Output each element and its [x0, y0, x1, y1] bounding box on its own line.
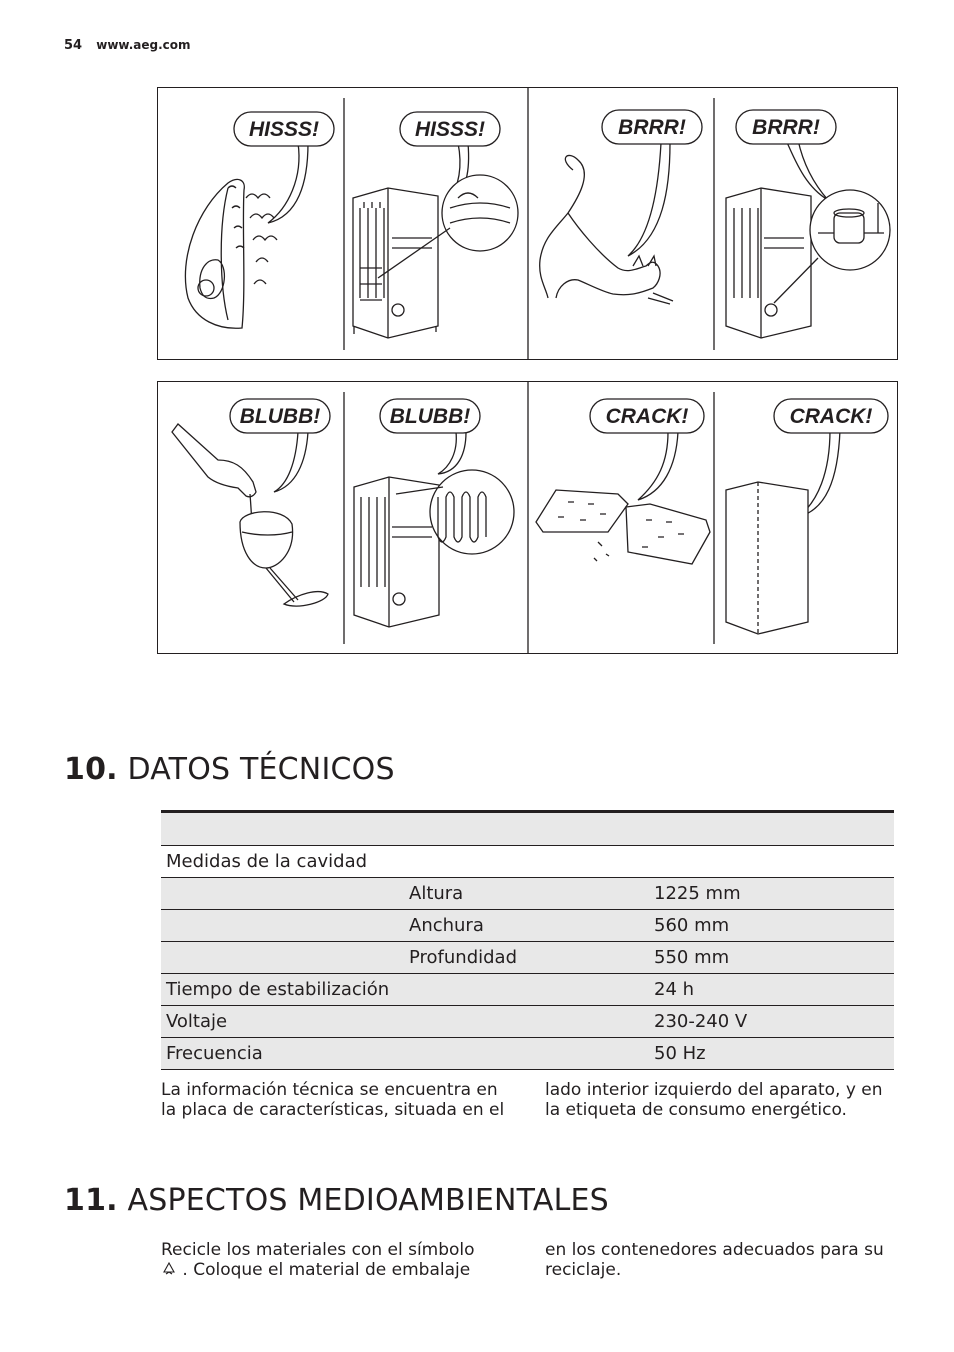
table-row [161, 878, 894, 910]
environment-text-left: Recicle los materiales con el símbolo . Coloque el material de embalaje [161, 1240, 475, 1280]
bubble-hisss-1: HISSS! [248, 118, 320, 141]
bubble-brrr-1: BRRR! [618, 116, 686, 139]
section-10-heading [64, 752, 395, 787]
row-value: 550 mm [649, 942, 894, 974]
row-value: 1225 mm [649, 878, 894, 910]
bubble-crack-2: CRACK! [789, 405, 873, 428]
iron-illustration [185, 179, 277, 328]
recycle-icon [161, 1261, 177, 1277]
technical-note-right: lado interior izquierdo del aparato, y en la etiqueta de consumo energético. [545, 1080, 883, 1120]
table-row [161, 846, 894, 878]
freezer-illustration [726, 482, 808, 634]
section-11-heading [64, 1183, 609, 1218]
table-row [161, 910, 894, 942]
bubble-hisss-2: HISSS! [414, 118, 486, 141]
bubble-brrr-2: BRRR! [752, 116, 820, 139]
bubble-crack-1: CRACK! [605, 405, 689, 428]
noises-illustration-bottom [158, 382, 897, 653]
page-number: 54 [64, 38, 83, 53]
ice-tray-illustration [536, 490, 710, 564]
figure-noises-bottom [157, 381, 898, 654]
section-11-title: ASPECTOS MEDIOAMBIENTALES [127, 1183, 609, 1218]
table-row [161, 942, 894, 974]
row-value: 230-240 V [649, 1006, 894, 1038]
section-11-number: 11. [64, 1183, 118, 1218]
table-header-row [161, 812, 894, 846]
section-10-number: 10. [64, 752, 118, 787]
row-value: 24 h [649, 974, 894, 1006]
row-value: 560 mm [649, 910, 894, 942]
table-row [161, 974, 894, 1006]
fridge-illustration-3 [354, 477, 439, 627]
fridge-illustration-2 [726, 188, 811, 338]
bubble-blubb-2: BLUBB! [389, 405, 471, 428]
fridge-illustration [353, 188, 438, 338]
row-label: Frecuencia [161, 1038, 649, 1070]
figure-noises-top [157, 87, 898, 360]
environment-text-right: en los contenedores adecuados para su reciclaje. [545, 1240, 884, 1280]
row-label: Tiempo de estabilización [161, 974, 649, 1006]
table-row [161, 1038, 894, 1070]
row-sub-label: Profundidad [404, 942, 649, 974]
technical-data-table [161, 810, 894, 1070]
bottle-and-glass-illustration [172, 424, 328, 606]
row-sub-label: Altura [404, 878, 649, 910]
table-row [161, 1006, 894, 1038]
page-url: www.aeg.com [96, 38, 191, 52]
cavity-dimensions-label: Medidas de la cavidad [161, 846, 894, 878]
bubble-blubb-1: BLUBB! [239, 405, 321, 428]
section-10-title: DATOS TÉCNICOS [127, 752, 395, 787]
page-header [64, 38, 191, 53]
technical-note-left: La información técnica se encuentra en la placa de características, situada en el [161, 1080, 505, 1120]
row-sub-label: Anchura [404, 910, 649, 942]
noises-illustration-top [158, 88, 897, 359]
row-label: Voltaje [161, 1006, 649, 1038]
row-value: 50 Hz [649, 1038, 894, 1070]
